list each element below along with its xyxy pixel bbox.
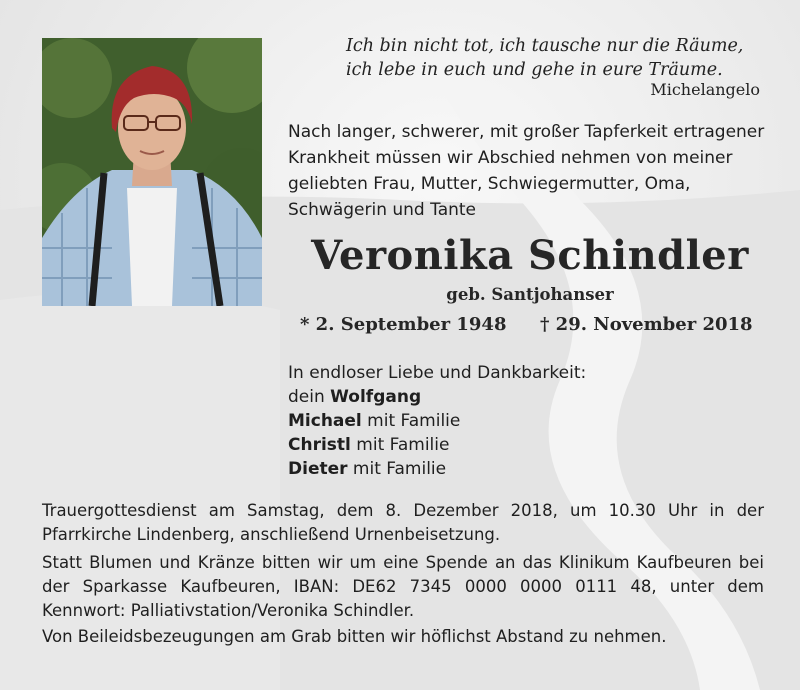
quote-author: Michelangelo [650,80,760,99]
deceased-name: Veronika Schindler [311,232,749,279]
family-member-name: Wolfgang [330,387,422,407]
service-notice: Trauergottesdienst am Samstag, dem 8. Dezember 2018, um 10.30 Uhr in der Pfarrkirche Lindenberg, anschließend Urnenbeisetzung. [42,501,764,544]
family-member [288,457,728,481]
donation-notice: Statt Blumen und Kränze bitten wir um eine Spende an das Klinikum Kaufbeuren bei der Sparkasse Kaufbeuren, IBAN: DE62 7345 0000 0000 0111 48, unter dem Kennwort: Palliativstation/Veronika Schindler. [42,553,764,620]
family-member-suffix: mit Familie [367,411,461,431]
family-member-name: Christl [288,435,351,455]
intro-paragraph: Nach langer, schwerer, mit großer Tapferkeit ertragener Krankheit müssen wir Abschied nehmen von meiner geliebten Frau, Mutter, Schwiegermutter, Oma, Schwägerin und Tante [288,122,765,220]
maiden-name: geb. Santjohanser [446,285,614,304]
family-block [288,361,728,481]
quote-line-1: Ich bin nicht tot, ich tausche nur die Räume, [346,36,744,56]
family-member-suffix: mit Familie [352,459,447,479]
portrait-photo [42,38,262,306]
family-member-name: Michael [288,411,362,431]
family-prefix: dein [288,387,325,407]
family-member-name: Dieter [288,459,348,479]
family-member [288,385,728,409]
family-intro: In endloser Liebe und Dankbarkeit: [288,363,587,383]
family-member-suffix: mit Familie [356,435,450,455]
family-member [288,433,728,457]
death-date: † 29. November 2018 [540,314,753,335]
birth-date: * 2. September 1948 [300,314,507,335]
quote-line-2: ich lebe in euch und gehe in eure Träume. [346,60,723,80]
family-member [288,409,728,433]
condolence-notice: Von Beileidsbezeugungen am Grab bitten wir höflichst Abstand zu nehmen. [42,627,667,646]
